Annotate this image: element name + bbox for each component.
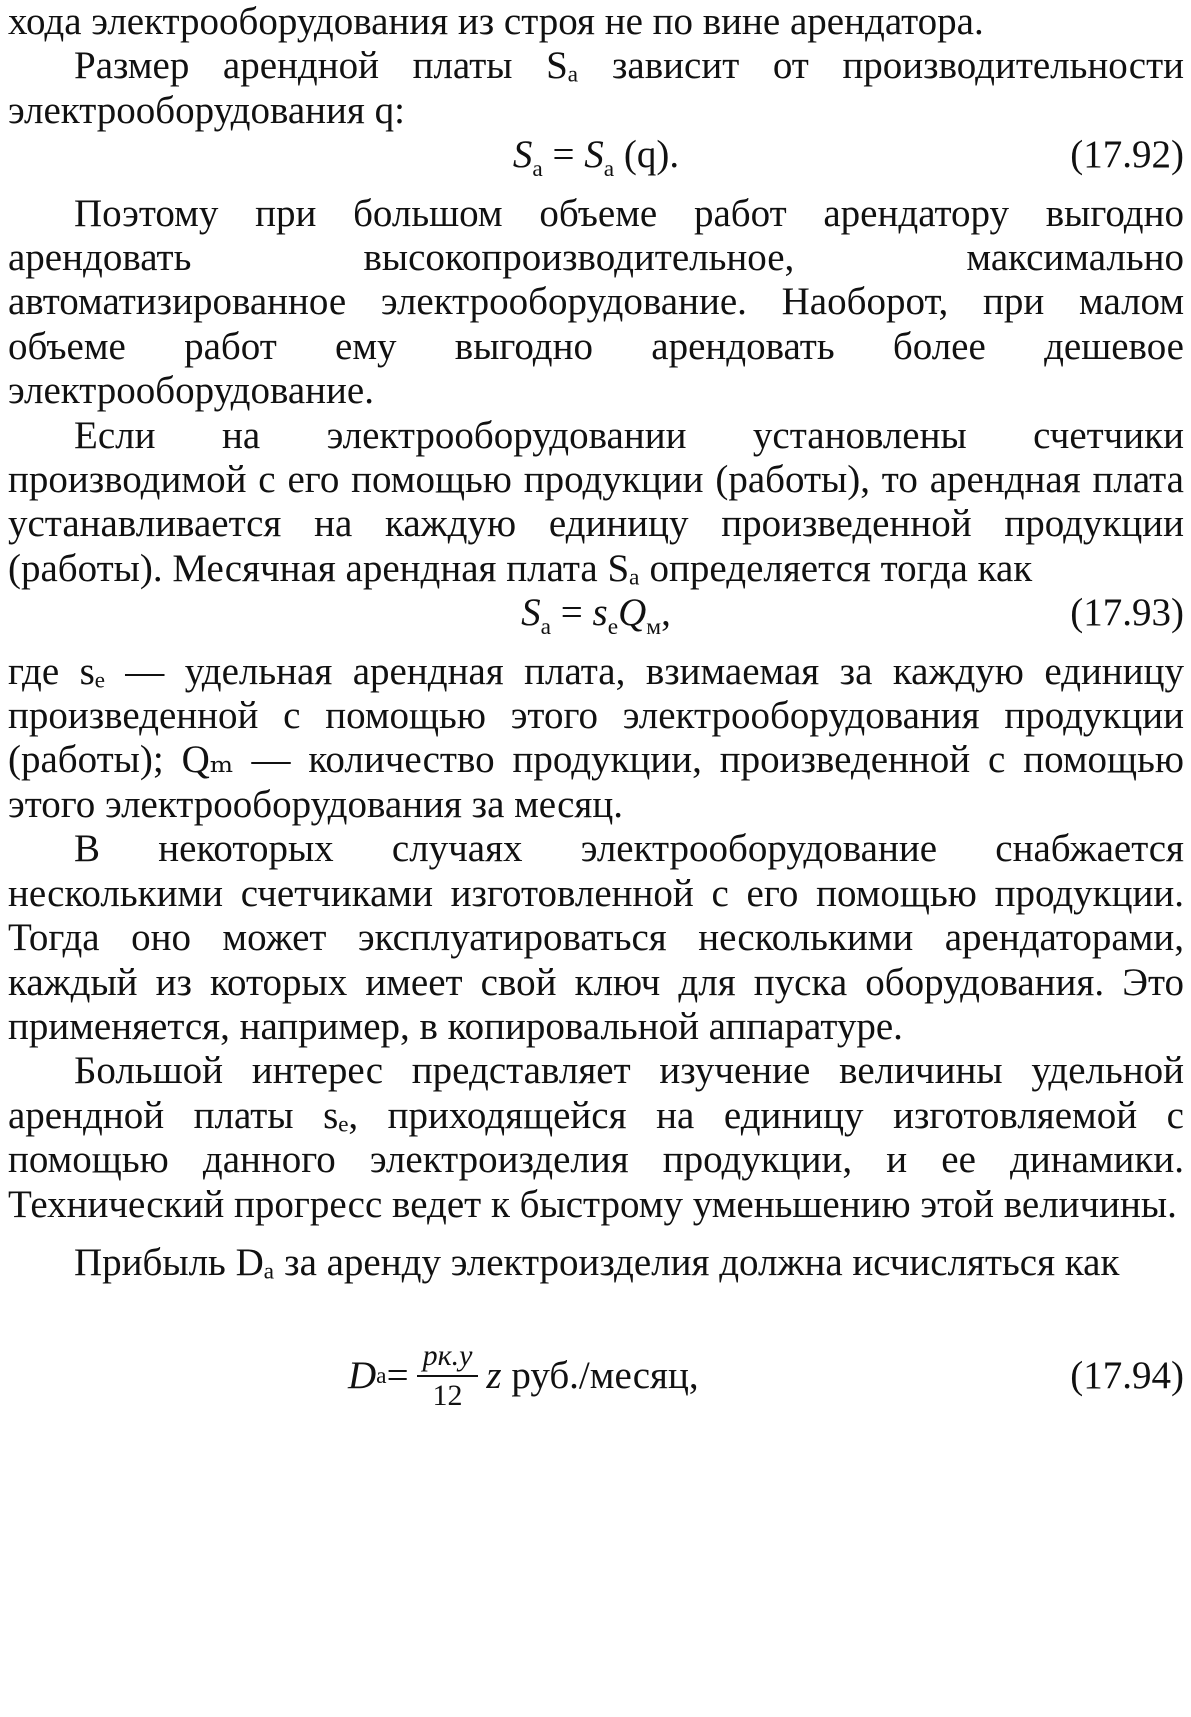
- formula-17-93-expression: [8, 591, 1184, 641]
- formula-17-93-rhs2: Q: [618, 591, 647, 635]
- formula-17-92-rhs-sub: а: [603, 156, 615, 183]
- formula-17-92-rhs: S: [584, 133, 604, 177]
- formula-17-94-number: (17.94): [1070, 1354, 1184, 1398]
- formula-17-92-expression: [8, 133, 1184, 183]
- paragraph-6: В некоторых случаях электрооборудование снабжается несколькими счетчиками изготовленной с его помощью продукции. Тогда оно может эксплуатироваться несколькими арендаторами, каждый из которых имеет свой ключ для пуска оборудования. Это применяется, например, в копировальной аппаратуре.: [8, 827, 1184, 1048]
- formula-17-93: [8, 591, 1184, 641]
- formula-17-94-fraction: [417, 1339, 479, 1413]
- formula-17-93-rhs2-sub: м: [646, 614, 662, 641]
- formula-17-94-fraction-bar: [417, 1375, 479, 1377]
- formula-17-93-rhs1-sub: е: [607, 614, 619, 641]
- formula-17-93-lhs-sub: а: [540, 614, 552, 641]
- formula-17-93-equals: =: [551, 591, 593, 635]
- formula-17-93-lhs: S: [521, 591, 541, 635]
- paragraph-2: Размер арендной платы Sₐ зависит от производительности электрооборудования q:: [8, 44, 1184, 132]
- formula-17-92-rhs-tail: (q).: [614, 133, 680, 177]
- formula-17-94: [8, 1321, 1184, 1431]
- formula-17-93-number: (17.93): [1070, 591, 1184, 635]
- formula-17-93-tail: ,: [661, 591, 671, 635]
- formula-17-94-numerator: pк.у: [422, 1339, 473, 1373]
- formula-17-94-var: z: [486, 1354, 502, 1398]
- formula-17-94-unit: руб./месяц,: [511, 1354, 699, 1398]
- formula-17-92-lhs-sub: а: [532, 156, 543, 183]
- formula-17-94-equals: =: [386, 1354, 409, 1398]
- paragraph-4: Если на электрооборудовании установлены счетчики производимой с его помощью продукции (работы), то арендная плата устанавливается на каждую единицу произведенной продукции (работы). Месячная арендная плата Sₐ определяется тогда как: [8, 413, 1184, 590]
- formula-17-92-lhs: S: [512, 133, 533, 177]
- formula-17-94-expression: D а = $\frac{pк.у}{12}$ z руб./месяц,: [348, 1339, 699, 1413]
- paragraph-1: хода электрооборудования из строя не по вине арендатора.: [8, 0, 984, 43]
- formula-17-92-equals: =: [542, 133, 585, 177]
- document-page: [8, 0, 1184, 1717]
- paragraph-3: Поэтому при большом объеме работ арендатору выгодно арендовать высокопроизводительное, максимально автоматизированное электрооборудование. Наоборот, при малом объеме работ ему выгодно арендовать более дешевое электрооборудование.: [8, 191, 1184, 413]
- paragraph-5: где sₑ — удельная арендная плата, взимаемая за каждую единицу произведенной с помощью этого электрооборудования продукции (работы); Qₘ — количество продукции, произведенной с помощью этого электрооборудования за месяц.: [8, 649, 1184, 826]
- formula-17-93-rhs1: s: [592, 591, 608, 635]
- formula-17-92: [8, 133, 1184, 183]
- formula-17-94-lhs: D: [348, 1354, 377, 1398]
- formula-17-94-denominator: 12: [432, 1379, 463, 1413]
- formula-17-92-number: (17.92): [1070, 133, 1184, 177]
- paragraph-8: Прибыль Dₐ за аренду электроизделия должна исчисляться как: [74, 1240, 1120, 1284]
- paragraph-7: Большой интерес представляет изучение величины удельной арендной платы sₑ, приходящейся на единицу изготовляемой с помощью данного электроизделия продукции, и ее динамики. Технический прогресс ведет к быстрому уменьшению этой величины.: [8, 1049, 1184, 1226]
